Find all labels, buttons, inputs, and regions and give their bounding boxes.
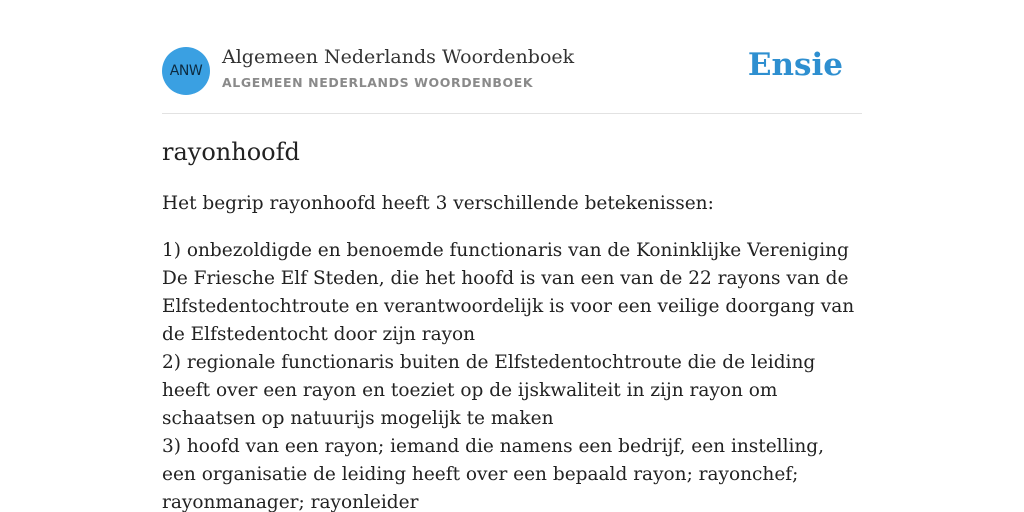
header	[162, 0, 862, 114]
definitions-list	[162, 237, 862, 512]
definition-item: 3) hoofd van een rayon; iemand die namens een bedrijf, een instelling, een organisatie de leiding heeft over een bepaald rayon; rayonchef; rayonmanager; rayonleider	[162, 436, 825, 512]
anw-logo[interactable]: ANW	[162, 47, 210, 95]
definition-item: 2) regionale functionaris buiten de Elfstedentochtroute die de leiding heeft over een rayon en toeziet op de ijskwaliteit in zijn rayon om schaatsen op natuurijs mogelijk te maken	[162, 352, 816, 429]
source-subtitle: ALGEMEEN NEDERLANDS WOORDENBOEK	[222, 75, 534, 90]
definition-item: 1) onbezoldigde en benoemde functionaris van de Koninklijke Vereniging De Friesche Elf Steden, die het hoofd is van een van de 22 rayons van de Elfstedentochtroute en verantwoordelijk is voor een veilige doorgang van de Elfstedentocht door zijn rayon	[162, 240, 855, 345]
page	[162, 0, 862, 512]
ensie-brand-logo[interactable]: Ensie	[747, 47, 843, 83]
source-title[interactable]: Algemeen Nederlands Woordenboek	[222, 46, 575, 68]
intro-text: Het begrip rayonhoofd heeft 3 verschillende betekenissen:	[162, 193, 714, 214]
word-title: rayonhoofd	[162, 138, 300, 166]
